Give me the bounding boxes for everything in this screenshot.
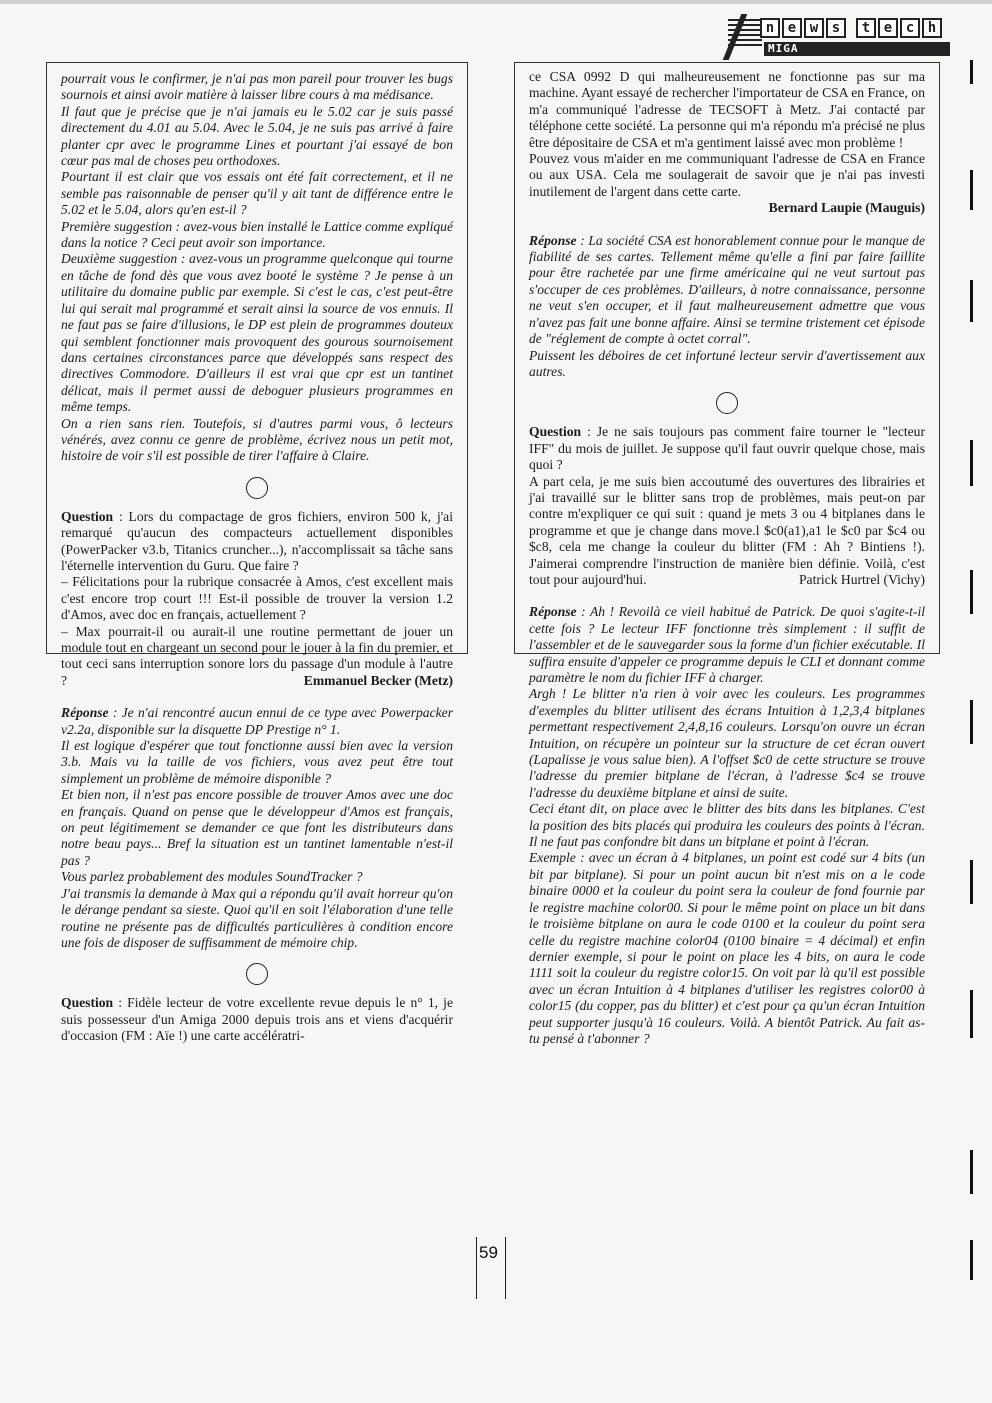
question-paragraph [529,474,925,589]
question-paragraph [61,995,453,1044]
question-paragraph [529,424,925,473]
section-separator [61,963,453,985]
scan-edge-mark [970,1150,973,1194]
scan-edge-mark [970,860,973,904]
scan-edge-mark [970,990,973,1038]
logo-letter-boxes [760,18,942,40]
scan-edge-mark [970,700,973,744]
question-text: : Fidèle lecteur de votre excellente revue depuis le n° 1, je suis possesseur d'un Amiga 2000 depuis trois ans et viens d'acquérir d'occasion (FM : Aïe !) une carte accélératri- [61,995,453,1044]
scan-edge-mark [970,60,973,84]
question-label: Question [529,424,582,440]
logo-letter: c [900,18,920,38]
page-number-box [476,1237,506,1299]
question-label: Question [61,508,114,524]
question-paragraph [61,624,453,690]
answer-paragraph: J'ai transmis la demande à Max qui a répondu qu'il avait horreur qu'on le dérange pendant sa sieste. Quoi qu'il en soit l'élaboration d'une telle routine ne présente pas de difficultés particulières à condition encore une fois de disposer de suffisamment de mémoire chip. [61,885,453,950]
answer-paragraph: Première suggestion : avez-vous bien installé le Lattice comme expliqué dans la notice ? Ceci peut avoir son importance. [61,218,453,251]
page-number: 59 [479,1243,498,1262]
scan-edge-mark [970,440,973,486]
answer-paragraph: Argh ! Le blitter n'a rien à voir avec les couleurs. Les programmes d'exemples du blitter utilisent des écrans Intuition à 1,2,3,4 bitplanes permettant respectivement 2,4,8,16 couleurs. Lorsqu'on ouvre un écran Intuition, on récupère un pointeur sur la structure de cet écran ouvert (Lapalisse je vous salue bien). A l'offset $c0 de cette structure se trouve l'adresse du premier bitplane de l'écran, à l'adresse $c4 se trouve l'adresse du deuxième bitplane et ainsi de suite. [529,686,925,800]
top-rule [0,0,992,4]
question-paragraph [61,509,453,575]
answer-paragraph [61,705,453,738]
answer-label: Réponse [529,604,577,620]
circle-separator-icon [246,963,268,985]
scan-edge-mark [970,280,973,322]
logo-subtitle: MIGA [764,42,950,56]
section-separator [529,392,925,414]
question-label: Question [61,995,114,1011]
scan-edge-mark [970,570,973,614]
left-column [46,62,468,1044]
answer-paragraph: Il est logique d'espérer que tout fonctionne aussi bien avec la version 3.b. Mais vu la taille de vos fichiers, vous avez peut être tout simplement un problème de mémoire disponible ? [61,738,453,786]
answer-paragraph: Deuxième suggestion : avez-vous un programme quelconque qui tourne en tâche de fond dès que vous avez booté le système ? Je pense à un utilitaire du domaine public par exemple. Si c'est le cas, c'est peut-être lui qui serait mal programmé et serait ainsi la source de vos ennuis. Il ne faut pas se faire d'illusions, le DP est plein de programmes douteux qui semblent fonctionner mais provoquent des gourous sournoisement dans certaines circonstances parce que développés sans respect des directives Commodore. D'ailleurs il est vrai que cpr est un tantinet délicat, mais il permet aussi de deboguer plusieurs programmes en même temps. [61,251,453,415]
scan-edge-mark [970,1240,973,1280]
answer-paragraph: Ceci étant dit, on place avec le blitter des bits dans les bitplanes. C'est la position des bits placés qui produira les couleurs des points à l'écran. Il ne faut pas confondre bit dans un bitplane et point à l'écran. [529,801,925,850]
question-paragraph: Pouvez vous m'aider en me communiquant l'adresse de CSA en France ou aux USA. Cela me soulagerait de savoir que je n'ai pas investi inutilement de l'argent dans cette carte. [529,151,925,199]
answer-paragraph: Puissent les déboires de cet infortuné lecteur servir d'avertissement aux autres. [529,347,925,379]
reader-signature: Bernard Laupie (Mauguis) [768,200,925,216]
circle-separator-icon [246,477,268,499]
answer-text: : La société CSA est honorablement connue pour le manque de fiabilité de ses cartes. Tellement même qu'elle a fini par faire faillite pour être rachetée par une firme américaine qui ne veut surtout pas s'occuper de ces problèmes. D'ailleurs, à notre connaissance, personne ne veut s'en occuper, et il faut malheureusement admettre que vous n'avez pas fait une bonne affaire. Ainsi se termine tristement cet épisode de "réglement de compte à octet corral". [529,232,925,347]
answer-paragraph: Vous parlez probablement des modules SoundTracker ? [61,869,363,885]
answer-paragraph [529,233,925,348]
answer-paragraph: Il faut que je précise que je n'ai jamais eu le 5.02 car je suis passé directement du 4.01 au 5.04. Avec le 5.04, je ne suis pas arrivé à faire planter cpr avec le programme Lines et pourtant j'ai essayé de bon cœur pas mal de choses peu orthodoxes. [61,103,453,169]
question-text: : Je ne sais toujours pas comment faire tourner le "lecteur IFF" du mois de juillet. Je suppose qu'il faut ouvrir quelque chose, mais quoi ? [529,424,925,473]
answer-paragraph: Pourtant il est clair que vos essais ont été fait correctement, et il ne semble pas raisonnable de penser qu'il y ait tant de différence entre le 5.02 et le 5.04, alors qu'en est-il ? [61,169,453,218]
right-column [514,62,940,1046]
question-paragraph: – Félicitations pour la rubrique consacrée à Amos, c'est excellent mais c'est encore trop court !!! Est-il possible de trouver la version 1.2 d'Amos, avec doc en français, actuellement ? [61,574,453,623]
question-text: – Max pourrait-il ou aurait-il une routine permettant de jouer un module tout en chargeant un second pour le jouer à la fin du premier, et tout ceci sans interruption sonore lors du passage d'un module à l'autre ? [61,623,453,688]
answer-label: Réponse [529,232,577,248]
answer-paragraph: Et bien non, il n'est pas encore possible de trouver Amos avec une doc en français. Quand on pense que le développeur d'Amos est français, on peut légitimement se demander ce que font les distributeurs dans notre beau pays... Bref la situation est un tantinet lamentable n'est-il pas ? [61,787,453,868]
question-text: A part cela, je me suis bien accoutumé des ouvertures des librairies et j'ai travaillé sur le blitter sans trop de problèmes, mais peut-on par contre m'expliquer ce qui suit : quand je mets 3 ou 4 bitplanes dans le programme et que je change dans move.l $c0(a1),a1 le $c0 par $c4 ou $c8, cela me change la couleur du blitter (FM : Ah ? Bintiens !). J'aimerai comprendre l'instruction de manière bien définie. Voilà, c'est tout pour aujourd'hui. [529,473,925,587]
circle-separator-icon [716,392,738,414]
question-text: : Lors du compactage de gros fichiers, environ 500 k, j'ai remarqué qu'aucun des compacteurs actuellement disponibles (PowerPacker v3.b, Titanics cruncher...), n'accomplissait sa tâche sans l'éternelle intervention du Guru. Que faire ? [61,508,453,573]
logo-letter: t [856,18,876,38]
answer-text: : Ah ! Revoilà ce vieil habitué de Patrick. De quoi s'agite-t-il cette fois ? Le lecteur IFF fonctionne très simplement : il suffit de l'assembler et de le sauvegarder sous la forme d'un fichier exécutable. Il suffira ensuite d'appeler ce programme depuis le CLI et donnant comme paramètre le nom du fichier IFF à charger. [529,604,925,685]
reader-signature: Patrick Hurtrel (Vichy) [798,571,925,587]
reader-signature: Emmanuel Becker (Metz) [303,672,453,688]
answer-paragraph: On a rien sans rien. Toutefois, si d'autres parmi vous, ô lecteurs vénérés, avez connu ce genre de problème, écrivez nous un petit mot, histoire de voir s'il est possible de tirer l'affaire à Claire. [61,415,453,464]
answer-label: Réponse [61,705,109,721]
logo-letter: n [760,18,780,38]
logo-letter: w [804,18,824,38]
logo-letter: e [782,18,802,38]
answer-text: : Je n'ai rencontré aucun ennui de ce type avec Powerpacker v2.2a, disponible sur la disquette DP Prestige n° 1. [61,705,453,737]
answer-paragraph: pourrait vous le confirmer, je n'ai pas mon pareil pour trouver les bugs sournois et ainsi avoir matière à laisser libre cours à ma médisance. [61,71,453,103]
logo-letter: e [878,18,898,38]
question-paragraph: ce CSA 0992 D qui malheureusement ne fonctionne pas sur ma machine. Ayant essayé de rechercher l'importateur de CSA en France, on m'a communiqué l'adresse de TECSOFT à Metz. J'ai contacté par téléphone cette société. La personne qui m'a répondu m'a précisé ne plus être dépositaire de CSA et m'a gentiment laissé avec mon problème ! [529,69,925,150]
answer-paragraph [529,604,925,686]
logo-letter: s [826,18,846,38]
section-separator [61,477,453,499]
scan-edge-mark [970,170,973,210]
amiga-news-tech-logo [728,16,950,58]
answer-paragraph: Exemple : avec un écran à 4 bitplanes, un point est codé sur 4 bits (un bit par bitplane). Si pour un point aucun bit n'est mis on a le code binaire 0000 et la couleur du point sera la couleur de fond fournie par le registre machine color00. Si pour le même point on place un bit dans le troisième bitplane on aura le code 0100 et la couleur du point sera celle du registre machine color04 (0100 binaire = 4 décimal) et enfin dernier exemple, si pour le point on place les 4 bits, on aura le code 1111 soit la couleur du registre color15. On voit par là qu'il est possible avec un écran Intuition à 4 bitplanes d'utiliser les registres color00 à color15 (du copper, pas du blitter) et c'est pour ça qu'un écran Intuition peut supporter jusqu'à 16 couleurs. Voilà. A bientôt Patrick. Au fait as-tu pensé à t'abonner ? [529,850,925,1046]
logo-letter: h [922,18,942,38]
logo-a-mark-icon [728,16,762,58]
